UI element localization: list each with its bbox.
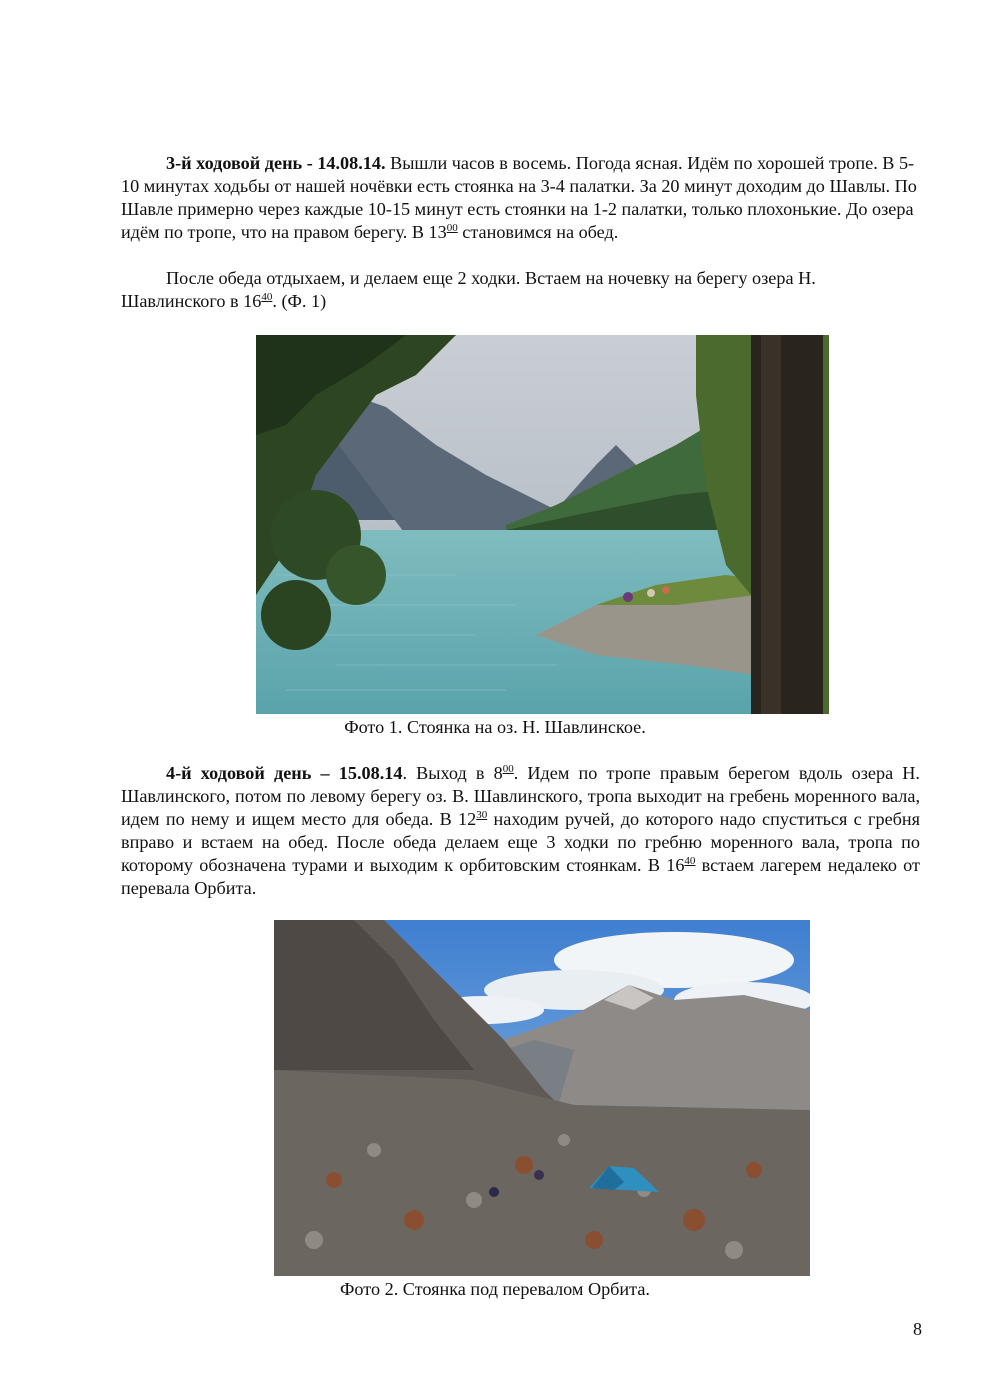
day4-time-sup-3: 40 xyxy=(684,855,696,867)
day4-time-sup-2: 30 xyxy=(476,809,488,821)
day3-paragraph xyxy=(121,152,920,244)
day4-text-3: находим ручей, до которого надо спуститься с гребня вправо и встаем на обед. После обеда делаем еще 3 ходки по гребню моренного вала, тропа по которому обозначена турами и выходим к орбитовским стоянкам. В 16 xyxy=(121,809,921,875)
day3-heading: 3-й ходовой день - 14.08.14. xyxy=(166,153,386,173)
day3-p2-text-2: . (Ф. 1) xyxy=(272,291,327,311)
photo-2-caption: Фото 2. Стоянка под перевалом Орбита. xyxy=(340,1279,650,1299)
photo-1-lake xyxy=(256,335,829,714)
page-number: 8 xyxy=(913,1319,922,1339)
day3-p2-time-sup: 40 xyxy=(261,291,273,303)
day3-p2-text-1: После обеда отдыхаем, и делаем еще 2 ходки. Встаем на ночевку на берегу озера Н. Шавлинского в 16 xyxy=(121,268,816,311)
day4-text-1: . Выход в 8 xyxy=(402,763,503,783)
photo-1-caption: Фото 1. Стоянка на оз. Н. Шавлинское. xyxy=(344,717,646,737)
day4-text-2: . Идем по тропе правым берегом вдоль озера Н. Шавлинского, потом по левому берегу оз. В. Шавлинского, тропа выходит на гребень моренного вала, идем по нему и ищем место для обеда. В 12 xyxy=(121,763,920,829)
day4-paragraph xyxy=(121,762,920,900)
day4-heading: 4-й ходовой день – 15.08.14 xyxy=(166,763,403,783)
day3-text-2: становимся на обед. xyxy=(457,222,619,242)
day4-text-4: встаем лагерем недалеко от перевала Орбита. xyxy=(121,855,920,898)
day3-text-1: Вышли часов в восемь. Погода ясная. Идём по хорошей тропе. В 5-10 минутах ходьбы от нашей ночёвки есть стоянка на 3-4 палатки. За 20 минут доходим до Шавлы. По Шавле примерно через каждые 10-15 минут есть стоянки на 1-2 палатки, только плохонькие. До озера идём по тропе, что на правом берегу. В 13 xyxy=(121,153,917,242)
photo-2-camp xyxy=(274,920,810,1276)
day3-paragraph-2 xyxy=(121,267,920,313)
day3-time-sup-1: 00 xyxy=(446,222,458,234)
day4-time-sup-1: 00 xyxy=(502,763,514,775)
